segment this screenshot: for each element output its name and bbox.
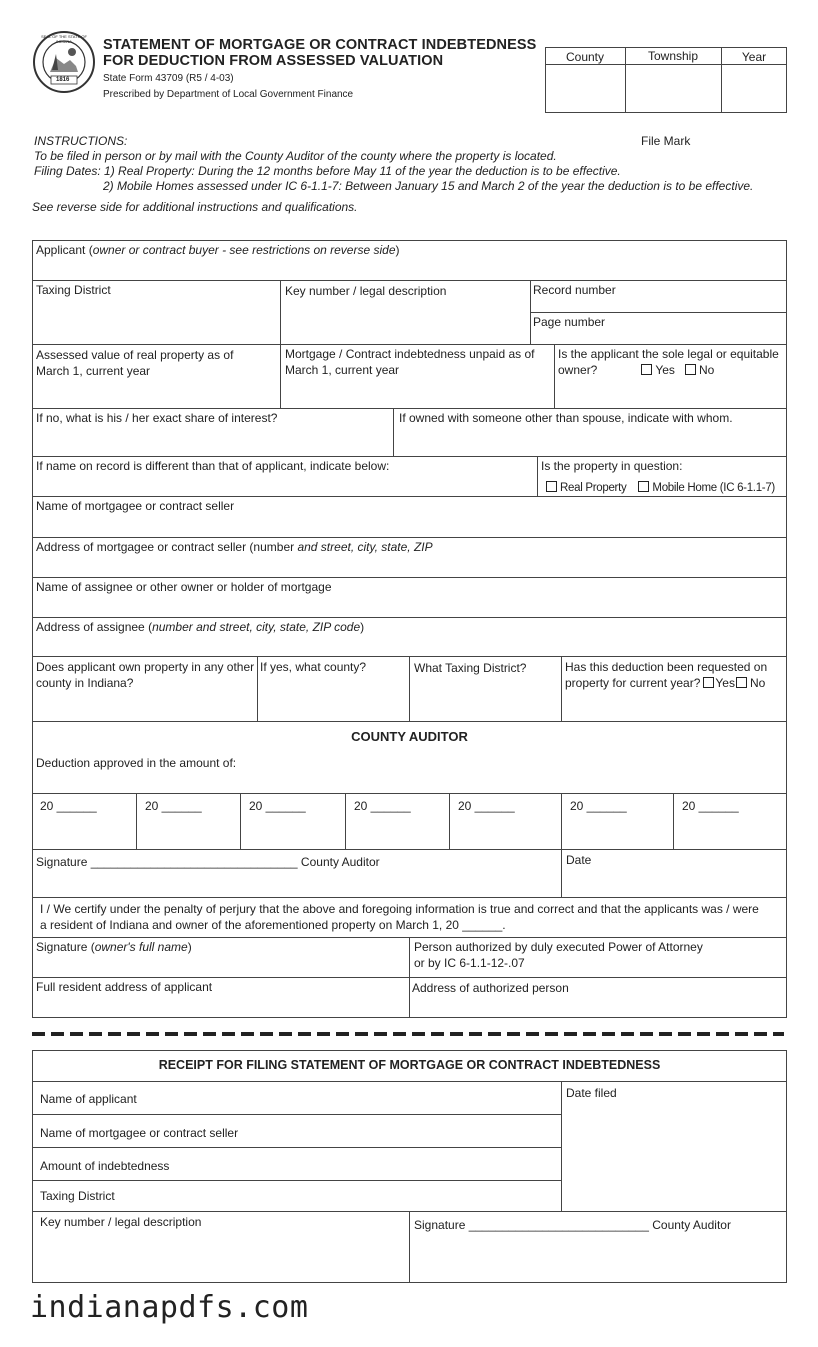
authorized-address-label: Address of authorized person [412,981,569,995]
share-interest-label: If no, what is his / her exact share of interest? [36,411,278,425]
county-label: County [565,50,605,64]
poa-line1: Person authorized by duly executed Power of Attorney [414,940,703,954]
key-number-label: Key number / legal description [285,284,447,298]
instructions-line1: To be filed in person or by mail with the County Auditor of the county where the property is located. [34,149,557,163]
page-number-field[interactable] [531,330,786,343]
assignee-address-note: number and street, city, state, ZIP code [152,620,361,634]
deduction-no-checkbox[interactable] [736,677,747,688]
key-number-field[interactable] [281,281,529,343]
mortgage-unpaid-line2: March 1, current year [285,363,400,377]
township-label: Township [647,49,699,63]
taxing-district-field[interactable] [33,281,279,343]
state-seal [32,30,96,94]
certify-line1: I / We certify under the penalty of perjury that the above and foregoing information is true and correct and that the applicants was / were [40,902,759,916]
prescribed-by: Prescribed by Department of Local Government Finance [103,89,354,100]
deduction-requested-label [565,659,767,691]
property-type-options [540,480,775,496]
assessed-value-line2: March 1, current year [36,364,151,378]
deduction-requested-line1: Has this deduction been requested on [565,660,768,674]
receipt-date-filed: Date filed [566,1086,617,1100]
certify-statement [40,901,759,933]
year-1[interactable]: 20 ______ [40,799,97,813]
deduction-requested-line2 [565,675,767,691]
assessed-value-label [36,347,233,379]
year-label: Year [741,50,767,64]
form-title-line1: STATEMENT OF MORTGAGE OR CONTRACT INDEBTEDNESS [103,37,537,53]
mortgagee-address-note: and street, city, state, ZIP [297,540,433,554]
year-3[interactable]: 20 ______ [249,799,306,813]
instructions-line4: See reverse side for additional instructions and qualifications. [32,200,358,214]
own-other-line2: county in Indiana? [36,676,134,690]
sole-owner-no-label: No [698,363,715,377]
taxing-district-label: Taxing District [36,283,111,297]
sole-owner-no-checkbox[interactable] [685,364,696,375]
own-other-label [36,659,254,691]
assignee-name-label: Name of assignee or other owner or holder of mortgage [36,580,332,594]
instructions-label: INSTRUCTIONS: [34,134,128,148]
year-5[interactable]: 20 ______ [458,799,515,813]
owner-signature-note: owner's full name [94,940,188,954]
real-property-label: Real Property [560,482,627,494]
township-field[interactable] [626,65,720,112]
mortgagee-address-label [36,539,433,555]
county-field[interactable] [546,65,624,112]
receipt-heading: RECEIPT FOR FILING STATEMENT OF MORTGAGE OR CONTRACT INDEBTEDNESS [158,1058,661,1072]
year-4[interactable]: 20 ______ [354,799,411,813]
owner-signature-label [36,939,192,955]
resident-address-label: Full resident address of applicant [36,980,213,994]
record-number-field[interactable] [531,298,786,311]
page-number-label: Page number [533,315,606,329]
receipt-taxing-district: Taxing District [40,1189,115,1203]
assignee-address-text: Address of assignee ( [36,620,153,634]
own-other-line1: Does applicant own property in any other [36,660,255,674]
sole-owner-label [558,346,779,378]
instructions-line3: 2) Mobile Homes assessed under IC 6-1.1-7: Between January 15 and March 2 of the year the deduction is to be effective. [103,179,754,193]
what-county-label: If yes, what county? [260,660,367,674]
mobile-home-label: Mobile Home (IC 6-1.1-7) [652,482,775,494]
mortgagee-name-label: Name of mortgagee or contract seller [36,499,235,513]
county-auditor-heading: COUNTY AUDITOR [351,729,468,744]
sole-owner-yes-checkbox[interactable] [641,364,652,375]
receipt-amount: Amount of indebtedness [40,1159,170,1173]
receipt-name-mortgagee: Name of mortgagee or contract seller [40,1126,239,1140]
sole-owner-yes-label: Yes [655,363,675,377]
applicant-close: ) [395,243,400,257]
mobile-home-checkbox[interactable] [638,481,649,492]
applicant-label: Applicant ( [36,243,93,257]
certify-line2: a resident of Indiana and owner of the aforementioned property on March 1, 20 ______. [40,918,506,932]
deduction-approved-label: Deduction approved in the amount of: [36,756,237,770]
owner-signature-close: ) [187,940,192,954]
owned-with-label: If owned with someone other than spouse, indicate with whom. [399,411,733,425]
record-number-label: Record number [533,283,616,297]
sole-owner-question: owner? [558,363,598,377]
what-district-label: What Taxing District? [414,661,527,675]
property-question-label: Is the property in question: [541,459,683,473]
mortgage-unpaid-line1: Mortgage / Contract indebtedness unpaid as of [285,347,535,361]
name-different-label: If name on record is different than that of applicant, indicate below: [36,459,390,473]
poa-label [414,939,703,971]
auditor-signature-line[interactable]: Signature _______________________________ County Auditor [36,855,380,869]
receipt-signature-line[interactable]: Signature ___________________________ County Auditor [414,1218,731,1232]
deduction-no-label: No [749,676,766,690]
deduction-yes-checkbox[interactable] [703,677,714,688]
form-number: State Form 43709 (R5 / 4-03) [103,73,234,84]
applicant-note: owner or contract buyer - see restrictions on reverse side [92,243,396,257]
seal-year: 1816 [56,77,70,83]
assessed-value-line1: Assessed value of real property as of [36,348,234,362]
year-6[interactable]: 20 ______ [570,799,627,813]
sole-owner-line2 [558,362,779,378]
sole-owner-line1: Is the applicant the sole legal or equitable [558,347,779,361]
instructions-line2: Filing Dates: 1) Real Property: During the 12 months before May 11 of the year the deduction is to be effective. [34,164,621,178]
cut-line [32,1032,784,1036]
year-field[interactable] [722,65,786,112]
auditor-date-label: Date [566,853,592,867]
deduction-yes-label: Yes [715,676,735,690]
mortgagee-address-text: Address of mortgagee or contract seller (number [36,540,298,554]
real-property-checkbox[interactable] [546,481,557,492]
assignee-address-close: ) [360,620,365,634]
year-2[interactable]: 20 ______ [145,799,202,813]
assignee-address-label [36,619,364,635]
file-mark-label: File Mark [641,134,691,148]
form-title-line2: FOR DEDUCTION FROM ASSESSED VALUATION [103,53,444,69]
receipt-name-applicant: Name of applicant [40,1092,137,1106]
owner-signature-text: Signature ( [36,940,95,954]
receipt-key-number: Key number / legal description [40,1215,202,1229]
deduction-requested-question: property for current year? [565,676,701,690]
poa-line2: or by IC 6-1.1-12-.07 [414,956,525,970]
applicant-field[interactable] [36,242,400,258]
seal-text: SEAL OF THE STATE OF INDIANA [41,34,87,44]
year-7[interactable]: 20 ______ [682,799,739,813]
mortgage-unpaid-label [285,346,535,378]
watermark: indianapdfs.com [30,1290,309,1325]
